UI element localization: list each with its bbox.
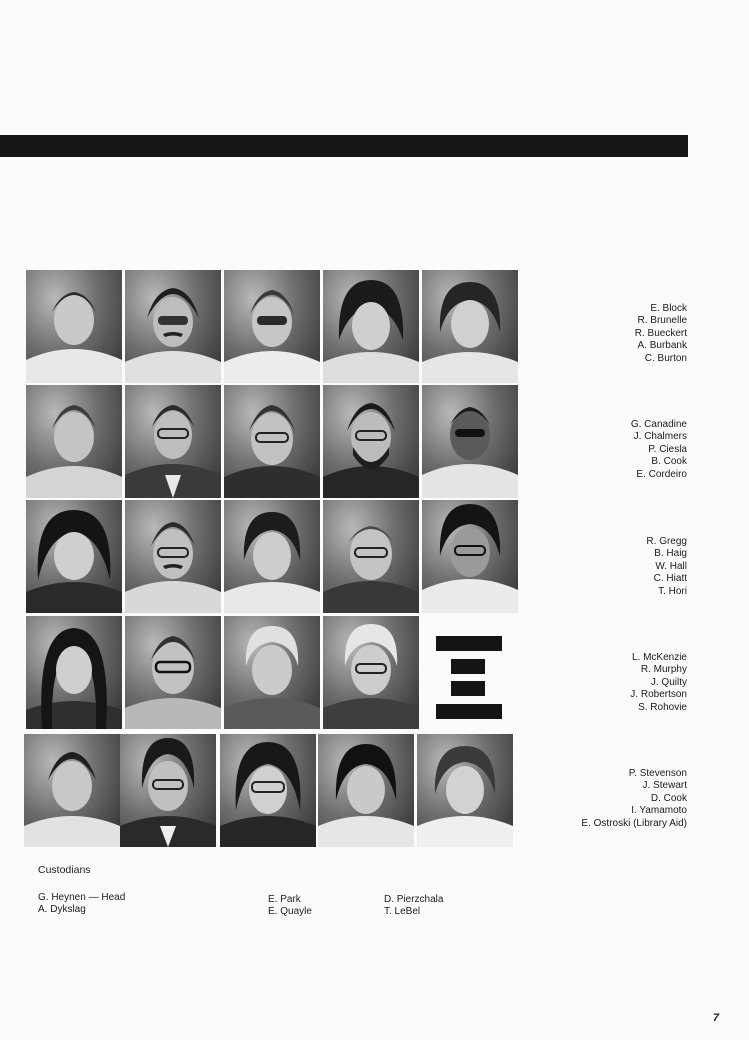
staff-name: J. Robertson <box>630 689 687 701</box>
staff-name: B. Haig <box>654 548 687 560</box>
staff-portrait <box>318 734 414 847</box>
staff-name: E. Ostroski (Library Aid) <box>581 817 687 829</box>
staff-portrait <box>125 270 221 383</box>
names-row-4 <box>630 652 687 714</box>
staff-portrait <box>26 500 122 613</box>
names-row-1 <box>635 303 687 365</box>
staff-name: S. Rohovie <box>638 701 687 713</box>
staff-name: C. Burton <box>644 352 687 364</box>
staff-portrait <box>26 616 122 729</box>
staff-name: J. Quilty <box>650 676 687 688</box>
e-bar-bottom <box>436 704 502 719</box>
staff-portrait <box>323 385 419 498</box>
staff-portrait <box>26 385 122 498</box>
staff-portrait <box>422 270 518 383</box>
staff-portrait <box>417 734 513 847</box>
staff-portrait <box>224 500 320 613</box>
staff-portrait <box>323 500 419 613</box>
e-bar-lower-middle <box>451 681 485 696</box>
staff-name: W. Hall <box>655 560 687 572</box>
staff-name: J. Chalmers <box>633 431 687 443</box>
custodian-name: E. Quayle <box>268 906 312 917</box>
staff-name: R. Bueckert <box>634 327 687 339</box>
names-row-5 <box>581 768 687 830</box>
staff-name: A. Burbank <box>637 340 687 352</box>
staff-name: D. Cook <box>650 792 687 804</box>
staff-name: B. Cook <box>651 456 687 468</box>
staff-portrait <box>125 616 221 729</box>
staff-name: J. Stewart <box>642 780 687 792</box>
staff-name: L. McKenzie <box>631 652 687 663</box>
staff-name: I. Yamamoto <box>631 805 687 817</box>
custodian-name: G. Heynen — Head <box>38 892 126 903</box>
custodians-column-3 <box>384 894 443 918</box>
custodian-name: D. Pierzchala <box>384 894 444 905</box>
staff-name: R. Brunelle <box>637 315 687 327</box>
custodian-name: T. LeBel <box>384 906 421 917</box>
staff-name: E. Block <box>650 303 687 314</box>
staff-portrait <box>125 500 221 613</box>
header-black-bar <box>0 135 688 157</box>
e-bar-top <box>436 636 502 651</box>
staff-name: P. Stevenson <box>628 768 687 779</box>
custodian-name: A. Dykslag <box>38 904 86 915</box>
staff-portrait <box>422 500 518 613</box>
custodians-column-1 <box>38 892 125 916</box>
names-row-3 <box>646 536 687 598</box>
staff-portrait <box>323 616 419 729</box>
staff-name: R. Gregg <box>646 536 687 547</box>
staff-name: E. Cordeiro <box>636 468 687 480</box>
staff-portrait <box>125 385 221 498</box>
staff-portrait <box>120 734 216 847</box>
staff-portrait <box>26 270 122 383</box>
e-bar-upper-middle <box>451 659 485 674</box>
staff-portrait <box>24 734 120 847</box>
staff-photo-grid <box>24 268 520 852</box>
staff-portrait <box>220 734 316 847</box>
letter-e-graphic <box>422 616 518 729</box>
staff-portrait <box>422 385 518 498</box>
staff-name: P. Ciesla <box>648 443 687 455</box>
names-row-2 <box>631 419 687 481</box>
page-number: 7 <box>712 1012 719 1024</box>
staff-name: G. Canadine <box>630 419 687 430</box>
staff-portrait <box>224 385 320 498</box>
staff-portrait <box>224 616 320 729</box>
staff-portrait <box>224 270 320 383</box>
custodian-name: E. Park <box>268 894 301 905</box>
custodians-heading: Custodians <box>38 864 91 876</box>
staff-portrait <box>323 270 419 383</box>
staff-name: R. Murphy <box>640 664 687 676</box>
staff-name: C. Hiatt <box>653 573 687 585</box>
staff-name: T. Hori <box>658 585 687 597</box>
custodians-column-2 <box>268 894 312 918</box>
